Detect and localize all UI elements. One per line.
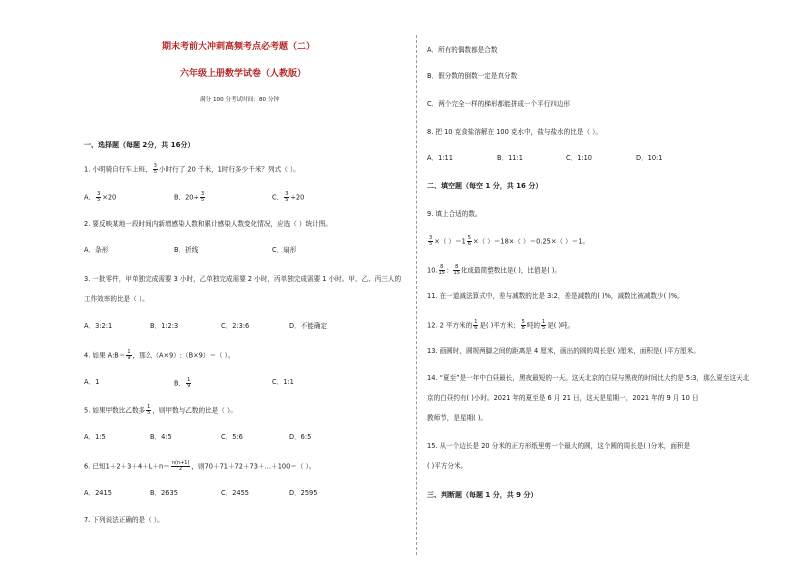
- question-3-line2: 工作效率的比是（ ）。: [84, 295, 149, 303]
- q7-option-a: A．所有的偶数都是合数: [427, 46, 498, 54]
- q1-option-c: C． $\frac{3}{5}$ ÷20: [272, 191, 305, 203]
- question-2: 2. 要反映某地一段时间内新增感染人数和累计感染人数变化情况，应选（ ）统计图。: [84, 220, 332, 228]
- section-fill-title: 二、填空题（每空 1 分，共 16 分）: [427, 182, 543, 190]
- question-14-line1: 14. “夏至”是一年中白昼最长，黑夜最短的一天。这天北京的白昼与黑夜的时间比大约是 5:3，那么夏至这天北: [427, 374, 750, 382]
- question-7: 7. 下列说法正确的是（ ）。: [84, 516, 164, 524]
- q4-option-c: C．1:1: [272, 378, 294, 386]
- exam-subtitle: 六年级上册数学试卷（人教版）: [180, 69, 307, 79]
- question-6: 6. 已知1＋2＋3＋4＋L＋n＝ $\frac{n(n+1)}{2}$ ，则70＋71＋72＋73＋…＋100＝（ ）。: [84, 460, 316, 472]
- section-choice-title: 一、选择题（每题 2分，共 16分）: [84, 141, 195, 149]
- question-10: 10. $\frac{8}{15}$ ： $\frac{8}{15}$ 化成最简整数比是( )，比值是( )。: [427, 264, 562, 276]
- q8-option-d: D．10:1: [636, 154, 663, 162]
- q3-option-c: C．2:3:6: [221, 322, 250, 330]
- question-15-line2: ( )平方分米。: [427, 462, 468, 470]
- question-11: 11. 在一道减法算式中，差与减数的比是 3:2，差是减数的( )%，减数比被减数少( )%。: [427, 292, 684, 300]
- question-1: 1. 小明骑自行车上班， $\frac{3}{5}$ 小时行了 20 千米，1时行多少千米？列式（ ）。: [84, 163, 300, 175]
- question-13: 13. 画圆时，圆规两脚之间的距离是 4 厘米，画出的圆的周长是( )厘米，面积是( )平方厘米。: [427, 347, 700, 355]
- q8-option-b: B．11:1: [497, 154, 523, 162]
- question-4: 4. 如果 A:B＝ $\frac{1}{9}$ ，那么（A×9）:（B×9）＝（ ）。: [84, 349, 235, 361]
- q1-option-a: A． $\frac{3}{5}$ ×20: [84, 191, 117, 203]
- question-8: 8. 把 10 克食盐溶解在 100 克水中，盐与盐水的比是（ ）。: [427, 128, 603, 136]
- q3-option-b: B．1:2:3: [150, 322, 179, 330]
- q6-option-a: A．2415: [84, 489, 112, 497]
- q5-option-d: D．6:5: [289, 433, 312, 441]
- q2-option-b: B．折线: [174, 246, 199, 254]
- q2-option-c: C．扇形: [272, 246, 297, 254]
- q4-option-b: B． $\frac{1}{9}$: [174, 377, 191, 389]
- q6-option-d: D．2595: [289, 489, 318, 497]
- question-14-line2: 京的白昼约有( )小时。2021 年的夏至是 6 月 21 日，这天是星期一，2021 年的 9 月 10 日: [427, 394, 699, 402]
- q6-option-b: B．2635: [150, 489, 178, 497]
- q7-option-c: C．两个完全一样的梯形都能拼成一个平行四边形: [427, 100, 571, 108]
- fraction: $\frac{3}{5}$: [153, 163, 157, 175]
- column-divider: [416, 35, 417, 555]
- q5-option-c: C．5:6: [221, 433, 243, 441]
- exam-info: 满分 100 分考试时间：80 分钟: [200, 97, 280, 103]
- q1-option-b: B．20÷ $\frac{3}{5}$: [174, 191, 205, 203]
- q8-option-c: C．1:10: [566, 154, 593, 162]
- question-9-blanks: $\frac{3}{5}$ ×（ ）＝1 $\frac{5}{6}$ ×（ ）＝18×（ ）＝0.25×（ ）＝1。: [429, 235, 590, 247]
- exam-title: 期末考前大冲刺高频考点必考题（二）: [162, 42, 316, 52]
- question-3-line1: 3. 一批零件，甲单独完成需要 3 小时，乙单独完成需要 2 小时，丙单独完成需要 1 小时。甲、乙、丙三人的: [84, 275, 402, 283]
- question-15-line1: 15. 从一个边长是 20 分米的正方形纸里剪一个最大的圆，这个圆的周长是( )分米，面积是: [427, 442, 691, 450]
- q3-option-d: D．不能确定: [289, 322, 328, 330]
- q6-option-c: C．2455: [221, 489, 249, 497]
- q5-option-a: A．1:5: [84, 433, 106, 441]
- question-12: 12. 2 平方米的 $\frac{1}{6}$ 是( )平方米； $\frac{5}{8}$ 吨的 $\frac{1}{5}$ 是( )吨。: [427, 319, 575, 331]
- q2-option-a: A．条形: [84, 246, 109, 254]
- section-judge-title: 三、判断题（每题 1 分，共 9 分）: [427, 491, 538, 499]
- question-9: 9. 填上合适的数。: [427, 210, 482, 218]
- q4-option-a: A．1: [84, 378, 100, 386]
- question-5: 5. 如果甲数比乙数多 $\frac{1}{5}$ ，则甲数与乙数的比是（ ）。: [84, 404, 237, 416]
- question-14-line3: 教师节，是星期( )。: [427, 414, 487, 422]
- q8-option-a: A．1:11: [427, 154, 453, 162]
- q5-option-b: B．4:5: [150, 433, 172, 441]
- q7-option-b: B．假分数的倒数一定是真分数: [427, 72, 518, 80]
- q3-option-a: A．3:2:1: [84, 322, 113, 330]
